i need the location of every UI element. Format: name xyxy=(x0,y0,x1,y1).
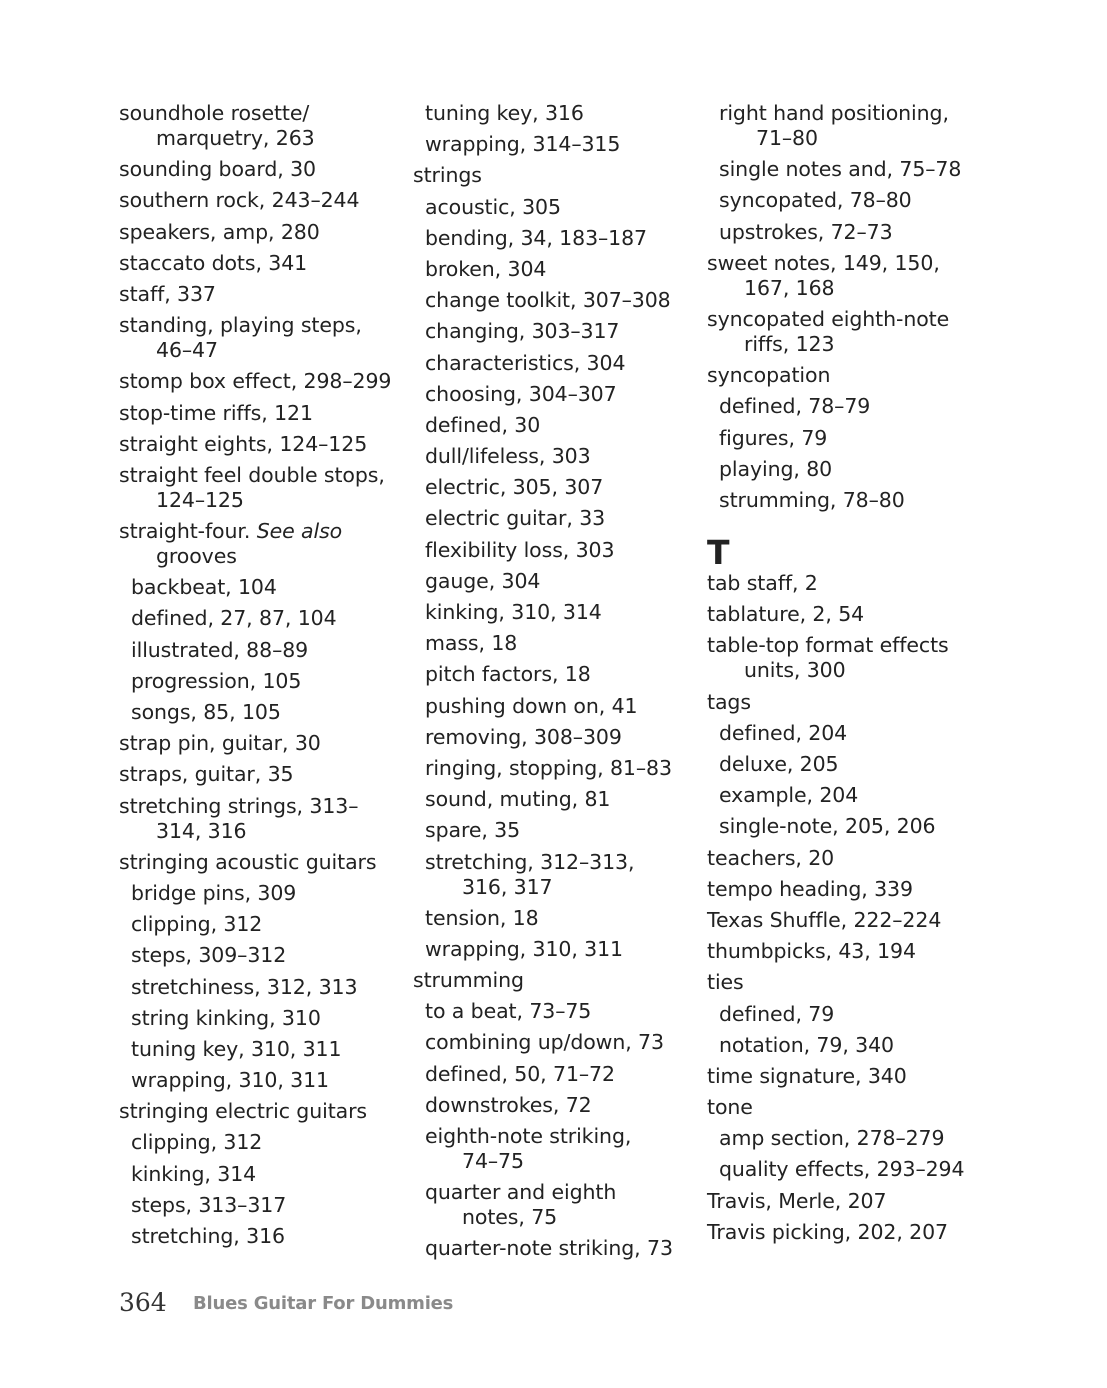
index-entry: thumbpicks, 43, 194 xyxy=(707,939,916,964)
index-entry: tags xyxy=(707,689,751,714)
index-subentry: choosing, 304–307 xyxy=(425,381,617,406)
index-subentry: to a beat, 73–75 xyxy=(425,999,592,1024)
index-entry: tablature, 2, 54 xyxy=(707,602,865,627)
index-subentry: ringing, stopping, 81–83 xyxy=(425,755,672,780)
index-subentry: quarter and eighth notes, 75 xyxy=(425,1180,617,1230)
index-subentry: single-note, 205, 206 xyxy=(719,814,936,839)
index-subentry: bending, 34, 183–187 xyxy=(425,225,647,250)
index-subentry: broken, 304 xyxy=(425,256,547,281)
index-subentry: notation, 79, 340 xyxy=(719,1032,894,1057)
index-subentry: illustrated, 88–89 xyxy=(131,637,309,662)
index-subentry: stretchiness, 312, 313 xyxy=(131,974,358,999)
index-subentry: defined, 78–79 xyxy=(719,394,871,419)
index-entry: straps, guitar, 35 xyxy=(119,762,294,787)
index-subentry: right hand positioning, 71–80 xyxy=(719,101,949,150)
index-entry: strumming xyxy=(413,968,524,993)
index-entry: time signature, 340 xyxy=(707,1063,907,1088)
index-entry: soundhole rosette/ marquetry, 263 xyxy=(119,101,315,150)
index-entry: stomp box effect, 298–299 xyxy=(119,369,392,394)
index-entry: tone xyxy=(707,1095,753,1120)
index-subentry: dull/lifeless, 303 xyxy=(425,444,591,469)
index-entry: syncopated eighth-note riffs, 123 xyxy=(707,306,950,356)
index-entry: table-top format effects units, 300 xyxy=(707,633,949,683)
index-entry: southern rock, 243–244 xyxy=(119,188,360,213)
index-entry: Travis, Merle, 207 xyxy=(707,1188,887,1213)
index-subentry: defined, 79 xyxy=(719,1001,835,1026)
index-entry: strings xyxy=(413,163,482,188)
index-subentry: change toolkit, 307–308 xyxy=(425,288,671,313)
index-column-2 xyxy=(413,101,713,1268)
index-entry: straight-four. See also grooves xyxy=(119,519,343,569)
index-subentry: steps, 309–312 xyxy=(131,943,287,968)
index-subentry: downstrokes, 72 xyxy=(425,1092,592,1117)
index-subentry: clipping, 312 xyxy=(131,912,263,937)
index-subentry: deluxe, 205 xyxy=(719,752,839,776)
index-subentry: wrapping, 310, 311 xyxy=(425,936,624,961)
index-subentry: defined, 204 xyxy=(719,720,848,745)
page-number: 364 xyxy=(119,1288,167,1317)
index-subentry: bridge pins, 309 xyxy=(131,880,297,905)
see-also-reference: See also xyxy=(256,519,343,544)
index-subentry: flexibility loss, 303 xyxy=(425,537,615,562)
index-subentry: stretching, 312–313, 316, 317 xyxy=(425,849,635,899)
index-entry: teachers, 20 xyxy=(707,845,835,870)
index-entry: stretching strings, 313– 314, 316 xyxy=(119,793,359,843)
index-subentry: electric guitar, 33 xyxy=(425,506,606,531)
index-subentry: changing, 303–317 xyxy=(425,319,620,344)
index-column-1 xyxy=(119,101,419,1255)
index-entry: ties xyxy=(707,970,744,995)
index-subentry: clipping, 312 xyxy=(131,1130,263,1155)
index-column-3 xyxy=(707,101,1007,1251)
index-subentry: sound, muting, 81 xyxy=(425,787,611,812)
index-subentry: playing, 80 xyxy=(719,456,833,481)
index-subentry: single notes and, 75–78 xyxy=(719,157,962,182)
index-subentry: gauge, 304 xyxy=(425,568,541,593)
index-entry: staff, 337 xyxy=(119,281,216,306)
index-subentry: tuning key, 310, 311 xyxy=(131,1036,342,1061)
index-entry: tab staff, 2 xyxy=(707,571,818,596)
index-subentry: upstrokes, 72–73 xyxy=(719,219,893,244)
index-entry: Texas Shuffle, 222–224 xyxy=(707,907,942,932)
index-subentry: songs, 85, 105 xyxy=(131,700,281,724)
index-subentry: acoustic, 305 xyxy=(425,194,561,219)
running-footer-title: Blues Guitar For Dummies xyxy=(193,1293,454,1314)
index-entry: Travis picking, 202, 207 xyxy=(707,1219,948,1244)
index-subentry: kinking, 310, 314 xyxy=(425,600,602,624)
index-subentry: quality effects, 293–294 xyxy=(719,1157,965,1182)
index-subentry: pitch factors, 18 xyxy=(425,662,591,687)
index-subentry: combining up/down, 73 xyxy=(425,1030,664,1055)
index-entry: straight eights, 124–125 xyxy=(119,431,368,456)
index-subentry: pushing down on, 41 xyxy=(425,693,638,718)
index-entry: tempo heading, 339 xyxy=(707,876,913,901)
index-subentry: backbeat, 104 xyxy=(131,575,277,600)
index-subentry: string kinking, 310 xyxy=(131,1005,321,1030)
index-subentry: defined, 27, 87, 104 xyxy=(131,606,337,631)
index-subentry: removing, 308–309 xyxy=(425,724,622,749)
index-letter-heading: T xyxy=(707,533,730,573)
index-entry: strap pin, guitar, 30 xyxy=(119,731,321,756)
index-subentry: kinking, 314 xyxy=(131,1161,257,1186)
index-subentry: wrapping, 310, 311 xyxy=(131,1068,330,1093)
index-subentry: steps, 313–317 xyxy=(131,1192,287,1217)
index-subentry: progression, 105 xyxy=(131,668,302,693)
index-subentry: amp section, 278–279 xyxy=(719,1126,945,1151)
index-subentry: strumming, 78–80 xyxy=(719,487,905,512)
index-entry: staccato dots, 341 xyxy=(119,250,308,275)
index-subentry: stretching, 316 xyxy=(131,1224,285,1248)
index-entry: syncopation xyxy=(707,363,831,388)
index-entry: sweet notes, 149, 150, 167, 168 xyxy=(707,250,940,300)
index-subentry: syncopated, 78–80 xyxy=(719,188,912,213)
index-subentry: defined, 50, 71–72 xyxy=(425,1061,615,1086)
index-subentry: wrapping, 314–315 xyxy=(425,132,621,157)
index-entry: stringing electric guitars xyxy=(119,1099,368,1124)
index-entry: sounding board, 30 xyxy=(119,157,316,182)
index-subentry: mass, 18 xyxy=(425,631,518,656)
index-subentry: eighth-note striking, 74–75 xyxy=(425,1124,632,1173)
index-subentry: quarter-note striking, 73 xyxy=(425,1236,673,1261)
index-entry: speakers, amp, 280 xyxy=(119,219,320,244)
index-subentry: spare, 35 xyxy=(425,818,521,843)
index-subentry: figures, 79 xyxy=(719,425,828,450)
index-subentry: defined, 30 xyxy=(425,412,541,437)
index-subentry: tuning key, 316 xyxy=(425,101,584,125)
index-entry: straight feel double stops, 124–125 xyxy=(119,462,385,512)
index-subentry: characteristics, 304 xyxy=(425,350,626,375)
index-entry: stop-time riffs, 121 xyxy=(119,400,313,425)
index-entry: standing, playing steps, 46–47 xyxy=(119,313,362,363)
index-entry: stringing acoustic guitars xyxy=(119,849,377,874)
index-subentry: electric, 305, 307 xyxy=(425,475,604,500)
index-subentry: tension, 18 xyxy=(425,905,539,930)
index-subentry: example, 204 xyxy=(719,783,859,808)
